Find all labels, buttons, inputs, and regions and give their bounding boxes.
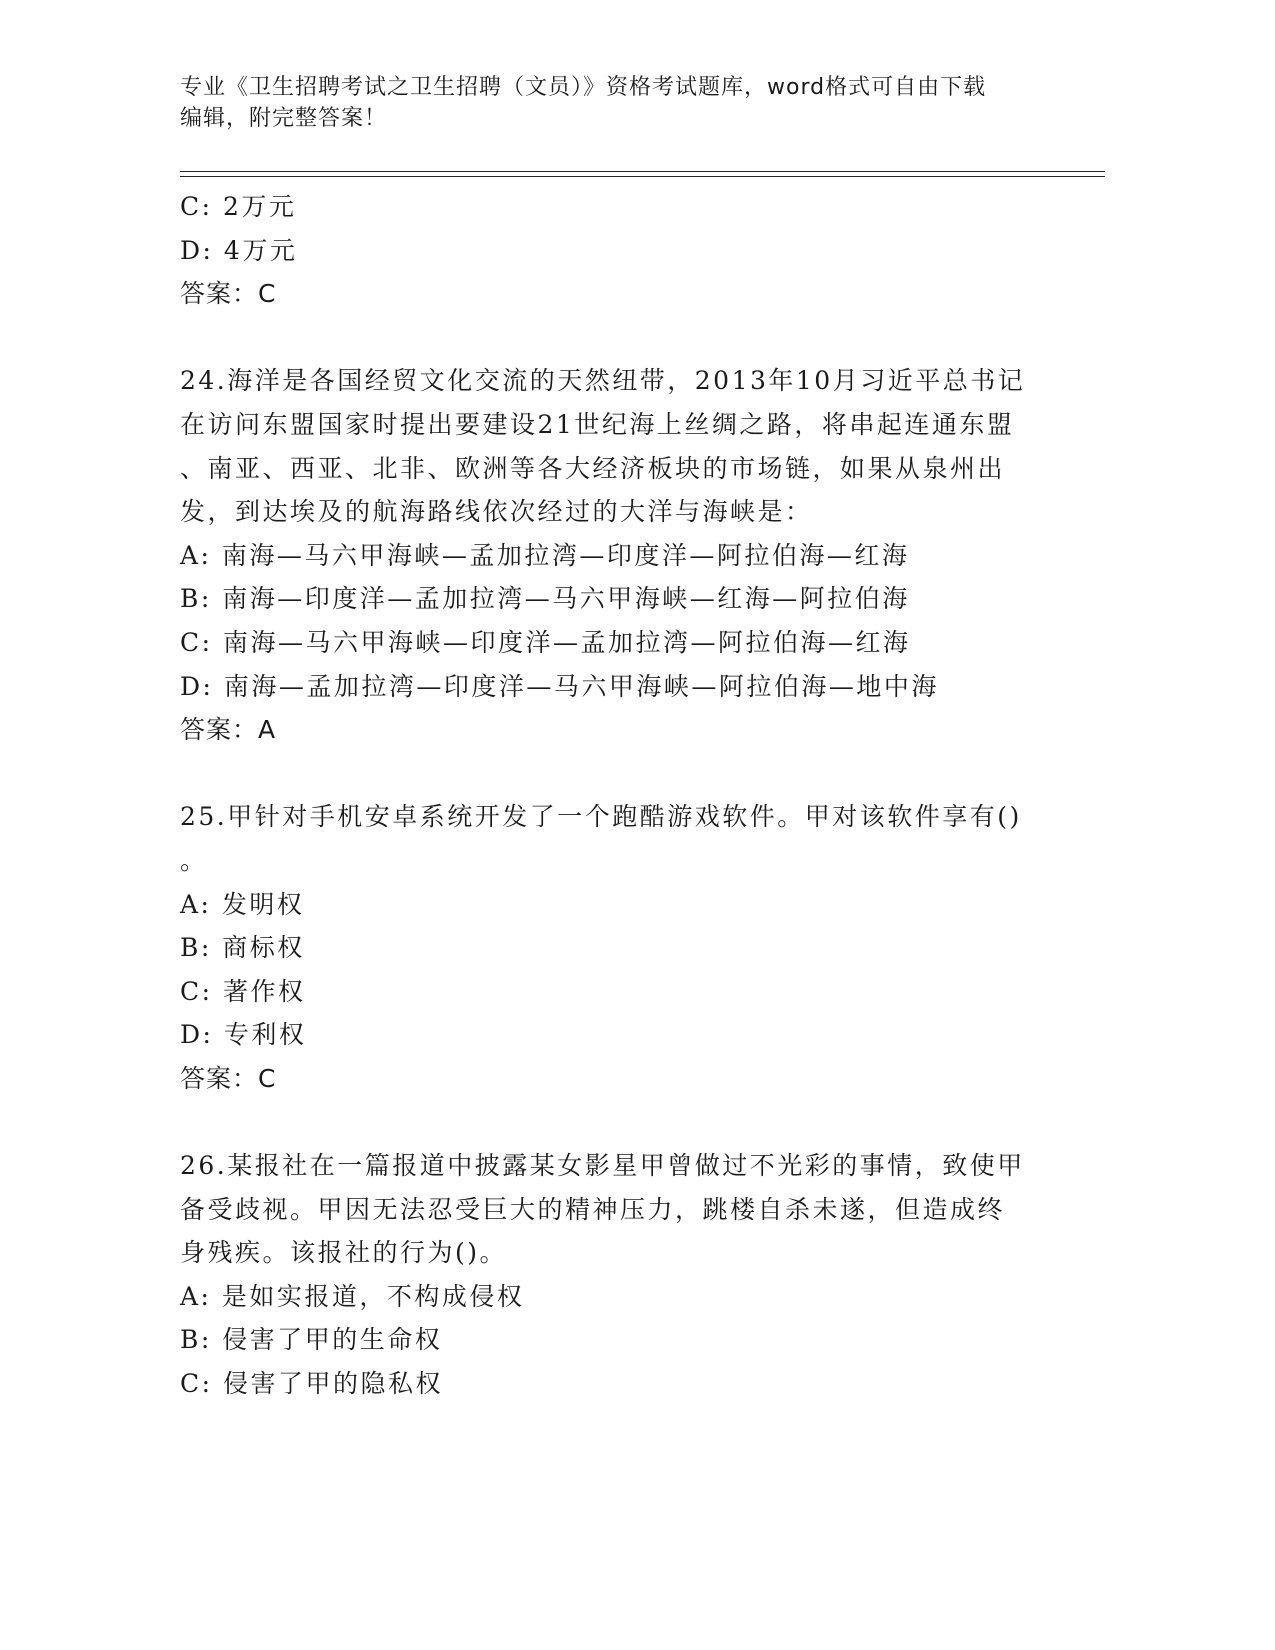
question-24 <box>180 359 1040 751</box>
question-stem-line: 在访问东盟国家时提出要建设21世纪海上丝绸之路，将串起连通东盟 <box>180 409 1015 439</box>
option-d: D: 4万元 <box>180 235 298 265</box>
question-stem-line: 。 <box>180 845 208 875</box>
question-stem-line: 26.某报社在一篇报道中披露某女影星甲曾做过不光彩的事情，致使甲 <box>180 1151 1025 1181</box>
question-stem-line: 、南亚、西亚、北非、欧洲等各大经济板块的市场链，如果从泉州出 <box>180 453 1006 483</box>
header-divider-top <box>180 171 1105 172</box>
header-line-1: 专业《卫生招聘考试之卫生招聘（文员）》资格考试题库，word格式可自由下载 <box>180 75 987 100</box>
answer-line: 答案：A <box>180 715 277 745</box>
option-a: A: 发明权 <box>180 889 305 919</box>
option-b: B: 商标权 <box>180 933 305 963</box>
option-a: A: 南海—马六甲海峡—孟加拉湾—印度洋—阿拉伯海—红海 <box>180 540 910 570</box>
answer-line: 答案：C <box>180 1063 277 1093</box>
option-c: C: 2万元 <box>180 192 297 221</box>
spacer <box>180 1100 1040 1144</box>
option-c: C: 著作权 <box>180 976 306 1006</box>
question-stem-line: 发，到达埃及的航海路线依次经过的大洋与海峡是： <box>180 497 813 527</box>
header-divider-bottom <box>180 176 1105 177</box>
question-stem-line: 身残疾。该报社的行为()。 <box>180 1238 508 1268</box>
spacer <box>180 316 1040 360</box>
option-b: B: 侵害了甲的生命权 <box>180 1325 443 1355</box>
question-25 <box>180 795 1040 1100</box>
question-stem-line: 24.海洋是各国经贸文化交流的天然纽带，2013年10月习近平总书记 <box>180 366 1026 396</box>
option-c: C: 南海—马六甲海峡—印度洋—孟加拉湾—阿拉伯海—红海 <box>180 627 911 657</box>
option-c: C: 侵害了甲的隐私权 <box>180 1369 443 1399</box>
option-d: D: 专利权 <box>180 1020 307 1050</box>
question-stem-line: 备受歧视。甲因无法忍受巨大的精神压力，跳楼自杀未遂，但造成终 <box>180 1194 1006 1224</box>
option-b: B: 南海—印度洋—孟加拉湾—马六甲海峡—红海—阿拉伯海 <box>180 584 910 614</box>
document-header <box>180 72 1060 134</box>
option-a: A: 是如实报道，不构成侵权 <box>180 1281 525 1311</box>
prev-question <box>180 185 1040 316</box>
header-line-2: 编辑，附完整答案！ <box>180 106 388 131</box>
option-d: D: 南海—孟加拉湾—印度洋—马六甲海峡—阿拉伯海—地中海 <box>180 671 939 701</box>
answer-line: 答案：C <box>180 279 277 309</box>
spacer <box>180 752 1040 796</box>
question-list <box>180 185 1040 1406</box>
question-stem-line: 25.甲针对手机安卓系统开发了一个跑酷游戏软件。甲对该软件享有() <box>180 802 1022 832</box>
question-26 <box>180 1144 1040 1406</box>
